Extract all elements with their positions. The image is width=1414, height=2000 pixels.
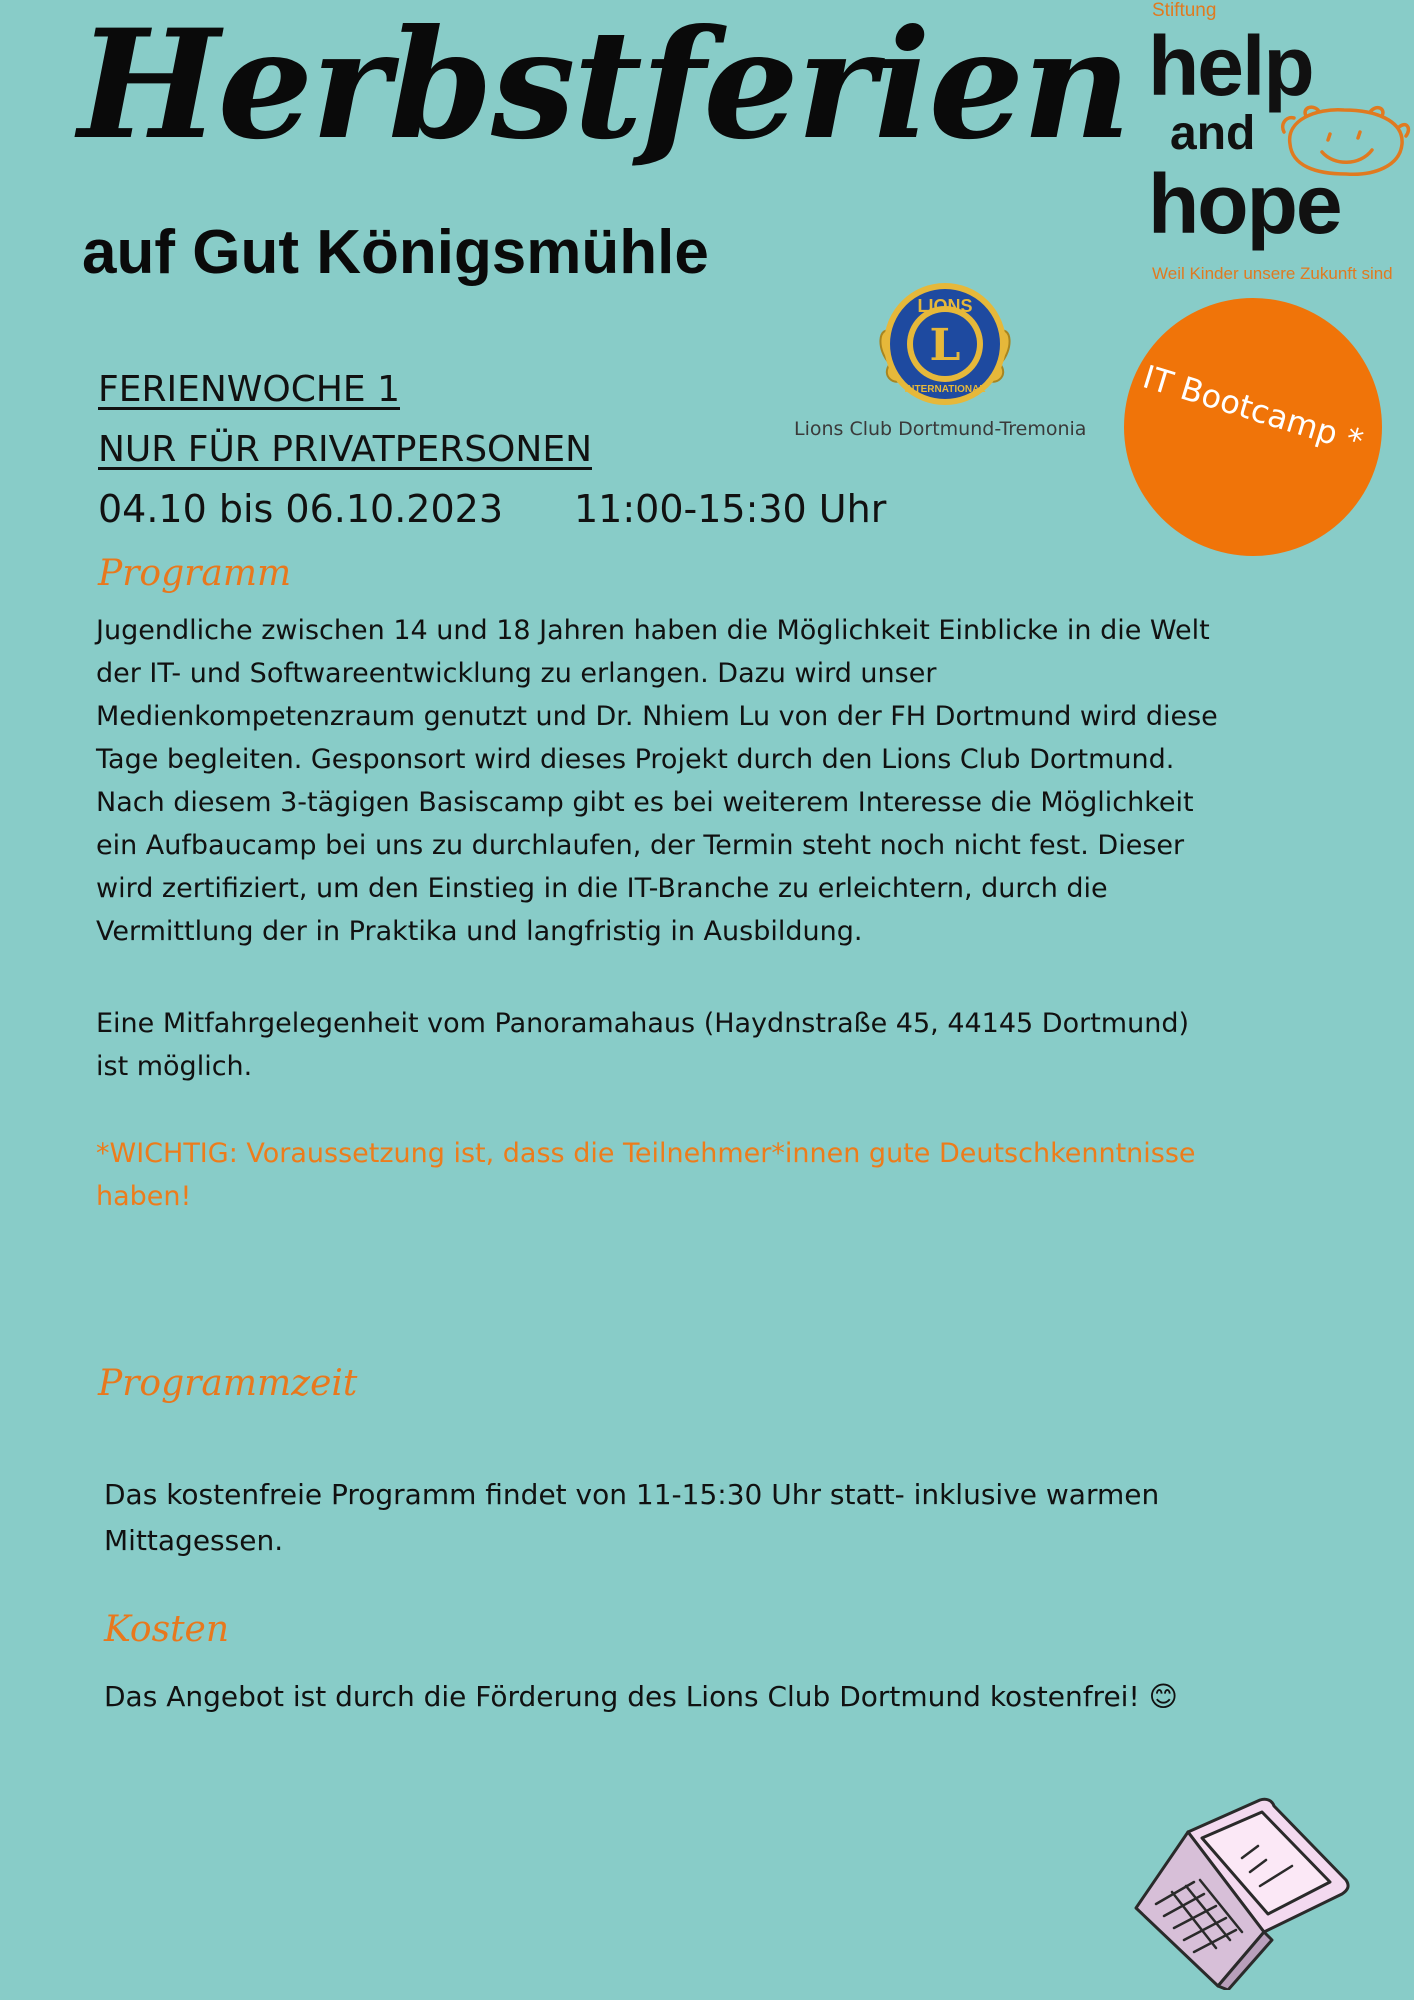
kosten-heading: Kosten: [104, 1609, 230, 1650]
smiley-face-icon: [1278, 104, 1414, 180]
lions-logo-icon: [870, 272, 1020, 416]
lions-ring-text: LIONS: [917, 296, 973, 316]
lions-club-name: Lions Club Dortmund-Tremonia: [794, 418, 1087, 440]
programm-heading: Programm: [98, 553, 292, 594]
text-line: Mittagessen.: [104, 1524, 284, 1557]
kosten-description: Das Angebot ist durch die Förderung des Lions Club Dortmund kostenfrei! 😊: [104, 1680, 1178, 1713]
sponsor-logo-hope: hope: [1148, 157, 1341, 251]
ride-info: [96, 1002, 1189, 1088]
text-line: der IT- und Softwareentwicklung zu erlangen. Dazu wird unser: [96, 658, 937, 689]
text-line: Vermittlung der in Praktika und langfristig in Ausbildung.: [96, 916, 863, 947]
text-line: ist möglich.: [96, 1051, 253, 1082]
event-time: 11:00-15:30 Uhr: [574, 487, 887, 531]
text-line: Das kostenfreie Programm findet von 11-15:30 Uhr statt- inklusive warmen: [104, 1478, 1160, 1511]
text-line: wird zertifiziert, um den Einstieg in die IT-Branche zu erleichtern, durch die: [96, 873, 1108, 904]
text-line: Eine Mitfahrgelegenheit vom Panoramahaus (Haydnstraße 45, 44145 Dortmund): [96, 1008, 1189, 1039]
text-line: Jugendliche zwischen 14 und 18 Jahren haben die Möglichkeit Einblicke in die Welt: [96, 615, 1210, 646]
important-notice: [96, 1132, 1196, 1218]
programm-description: [96, 609, 1218, 953]
page-subtitle: auf Gut Königsmühle: [82, 218, 709, 287]
page-title: Herbstferien: [78, 0, 1130, 173]
lions-bottom-text: INTERNATIONAL: [904, 384, 986, 395]
text-line: ein Aufbaucamp bei uns zu durchlaufen, der Termin steht noch nicht fest. Dieser: [96, 830, 1185, 861]
programmzeit-description: [104, 1472, 1159, 1564]
laptop-icon: [1132, 1790, 1352, 1990]
event-dates: 04.10 bis 06.10.2023: [98, 487, 503, 531]
sponsor-tagline: Weil Kinder unsere Zukunft sind: [1152, 264, 1393, 283]
text-line: haben!: [96, 1181, 192, 1212]
event-audience: NUR FÜR PRIVATPERSONEN: [98, 429, 592, 470]
sponsor-stiftung-label: Stiftung: [1152, 0, 1217, 21]
lions-letter: L: [929, 320, 961, 371]
it-bootcamp-badge-text: IT Bootcamp *: [1138, 357, 1368, 461]
text-line: Nach diesem 3-tägigen Basiscamp gibt es bei weiterem Interesse die Möglichkeit: [96, 787, 1194, 818]
sponsor-logo-and: and: [1170, 107, 1256, 160]
text-line: Tage begleiten. Gesponsort wird dieses Projekt durch den Lions Club Dortmund.: [96, 744, 1175, 775]
event-week: FERIENWOCHE 1: [98, 369, 400, 410]
programmzeit-heading: Programmzeit: [98, 1363, 358, 1404]
text-line: *WICHTIG: Voraussetzung ist, dass die Teilnehmer*innen gute Deutschkenntnisse: [96, 1138, 1196, 1169]
text-line: Medienkompetenzraum genutzt und Dr. Nhiem Lu von der FH Dortmund wird diese: [96, 701, 1218, 732]
sponsor-logo-help: help: [1148, 19, 1313, 113]
